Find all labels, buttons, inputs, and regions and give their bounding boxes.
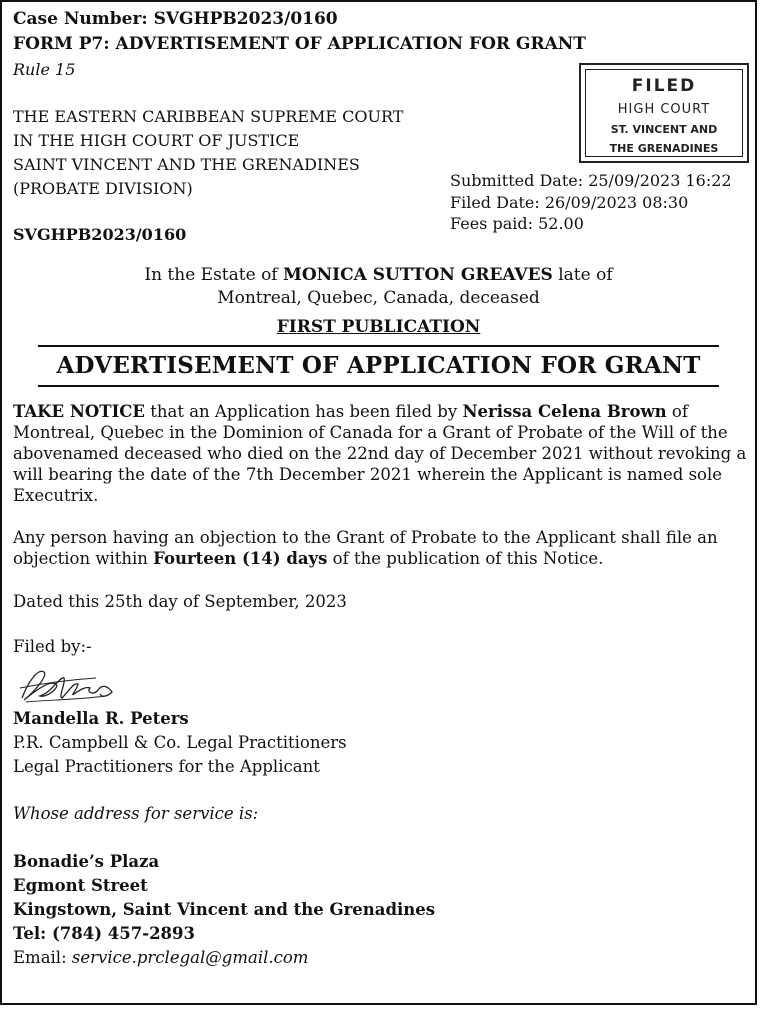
email-label: Email:	[13, 948, 72, 967]
signer-name: Mandella R. Peters	[13, 709, 189, 728]
submitted-date: Submitted Date: 25/09/2023 16:22	[450, 171, 732, 190]
signer-firm: P.R. Campbell & Co. Legal Practitioners	[13, 733, 347, 752]
court-line-4: (PROBATE DIVISION)	[13, 179, 193, 198]
handwritten-signature	[16, 662, 116, 706]
claim-number: SVGHPB2023/0160	[13, 225, 187, 244]
take-notice-paragraph	[13, 401, 753, 506]
objection-paragraph	[13, 527, 753, 569]
estate-suffix: late of	[552, 265, 613, 285]
signer-role: Legal Practitioners for the Applicant	[13, 757, 320, 776]
title-rule-top	[38, 345, 719, 347]
court-line-3: SAINT VINCENT AND THE GRENADINES	[13, 155, 360, 174]
court-line-1: THE EASTERN CARIBBEAN SUPREME COURT	[13, 107, 404, 126]
rule-reference: Rule 15	[13, 60, 76, 79]
dated-line: Dated this 25th day of September, 2023	[13, 592, 347, 611]
stamp-border	[585, 69, 743, 157]
filed-by-label: Filed by:-	[13, 637, 92, 656]
email-line	[13, 947, 308, 969]
telephone: Tel: (784) 457-2893	[13, 924, 195, 943]
filed-stamp	[579, 63, 749, 163]
publication-label: FIRST PUBLICATION	[276, 317, 481, 337]
estate-prefix: In the Estate of	[144, 265, 283, 285]
notice-text-2: of Montreal, Quebec in the Dominion of Canada for a Grant of Probate of the Will of the abovenamed deceased who died on the 22nd day of December 2021 without revoking a will bearing the date of the 7th December 2021 wherein the Applicant is named sole Executrix.	[13, 402, 747, 505]
notice-text-1: that an Application has been filed by	[145, 402, 463, 421]
take-notice-lead: TAKE NOTICE	[13, 402, 145, 421]
applicant-name: Nerissa Celena Brown	[462, 402, 667, 421]
address-label: Whose address for service is:	[13, 804, 259, 823]
court-line-2: IN THE HIGH COURT OF JUSTICE	[13, 131, 300, 150]
objection-text-2: of the publication of this Notice.	[327, 549, 604, 568]
email-address: service.prclegal@gmail.com	[71, 948, 309, 967]
case-number: Case Number: SVGHPB2023/0160	[13, 9, 338, 29]
title-rule-bottom	[38, 385, 719, 387]
stamp-court-label: HIGH COURT	[617, 102, 711, 117]
estate-line-1	[12, 264, 745, 286]
notice-title: ADVERTISEMENT OF APPLICATION FOR GRANT	[56, 352, 701, 379]
estate-line-2: Montreal, Quebec, Canada, deceased	[217, 288, 540, 308]
filed-date: Filed Date: 26/09/2023 08:30	[450, 193, 689, 212]
fees-paid: Fees paid: 52.00	[450, 214, 584, 233]
stamp-place-line-1: ST. VINCENT AND	[610, 123, 718, 136]
deceased-name: MONICA SUTTON GREAVES	[283, 265, 553, 285]
address-line-1: Bonadie’s Plaza	[13, 852, 160, 871]
objection-period: Fourteen (14) days	[153, 549, 328, 568]
address-line-2: Egmont Street	[13, 876, 148, 895]
objection-text-1: Any person having an objection to the Grant of Probate to the Applicant shall file an objection within	[13, 528, 718, 568]
stamp-filed-label: FILED	[631, 76, 697, 96]
stamp-place-line-2: THE GRENADINES	[609, 142, 719, 155]
address-line-3: Kingstown, Saint Vincent and the Grenadines	[13, 900, 436, 919]
form-title: FORM P7: ADVERTISEMENT OF APPLICATION FOR GRANT	[13, 34, 586, 54]
